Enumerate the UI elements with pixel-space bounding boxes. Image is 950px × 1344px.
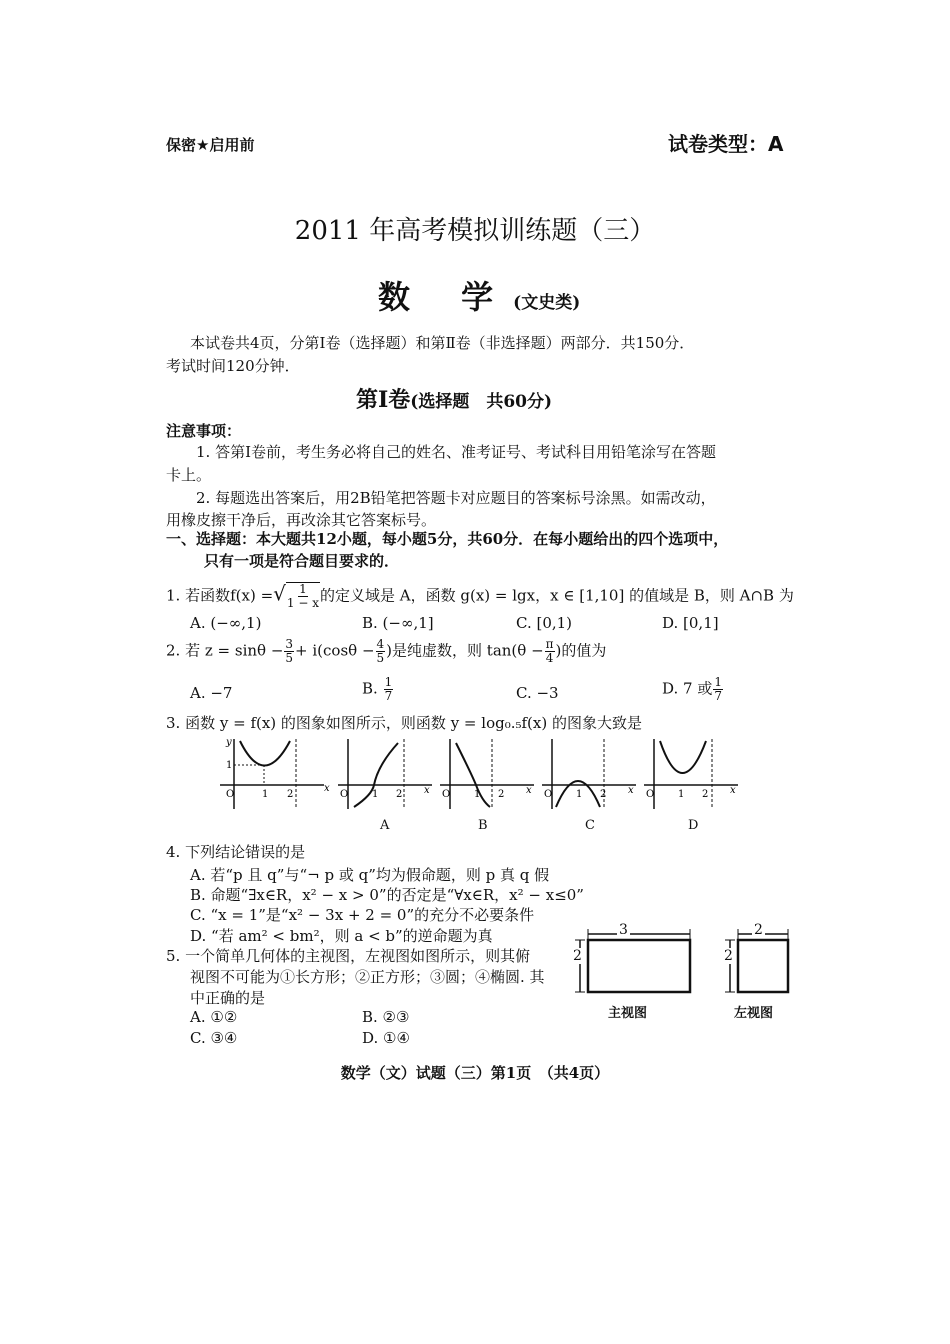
svg-text:2: 2 <box>287 789 294 800</box>
svg-text:O: O <box>646 789 655 800</box>
q3-graph-d <box>640 735 744 813</box>
question-1 <box>166 582 794 610</box>
svg-text:2: 2 <box>702 789 709 800</box>
front-view-label: 主视图 <box>608 1006 648 1021</box>
svg-text:O: O <box>340 789 349 800</box>
notice-item-1b: 卡上。 <box>166 466 212 484</box>
q2-f3-num: π <box>545 637 554 651</box>
svg-text:1: 1 <box>678 789 685 800</box>
svg-text:O: O <box>226 789 235 800</box>
q2-option-b <box>362 676 394 703</box>
q3-graph-c <box>538 735 642 813</box>
subject-name: 数 学 <box>378 278 514 316</box>
sqrt-icon: √ <box>273 581 286 606</box>
q2-s3: )是纯虚数，则 tan(θ − <box>386 641 544 660</box>
q3-label-d: D <box>688 818 699 833</box>
q2-f1-num: 3 <box>285 637 294 651</box>
svg-text:2: 2 <box>498 789 505 800</box>
svg-text:2: 2 <box>600 789 607 800</box>
svg-text:1: 1 <box>372 789 379 800</box>
svg-text:2: 2 <box>396 789 403 800</box>
q5-option-d: D. ①④ <box>362 1029 410 1047</box>
front-view-width: 3 <box>619 922 628 938</box>
side-view-height: 2 <box>724 948 733 964</box>
notice-item-1a: 1. 答第Ⅰ卷前，考生务必将自己的姓名、准考证号、考试科目用铅笔涂写在答题 <box>196 443 717 461</box>
q2-option-d-label: D. 7 或 <box>662 679 713 698</box>
front-view-height: 2 <box>573 948 582 964</box>
paper-type-label: 试卷类型：A <box>668 132 784 156</box>
q3-stem: 函数 y = f(x) 的图象如图所示，则函数 y = log₀.₅f(x) 的图象大致是 <box>185 714 642 732</box>
exam-title: 2011 年高考模拟训练题（三） <box>294 216 656 246</box>
q2-s2: + i(cosθ − <box>295 641 375 660</box>
part-1-line-1: 一、选择题：本大题共12小题，每小题5分，共60分．在每小题给出的四个选项中， <box>166 530 729 548</box>
q2-option-d <box>662 676 724 703</box>
q5-option-a: A. ①② <box>190 1008 238 1026</box>
page-footer: 数学（文）试题（三）第1页 （共4页） <box>340 1064 610 1082</box>
q3-graph-b <box>436 735 540 813</box>
side-view-label: 左视图 <box>734 1006 774 1021</box>
q1-number: 1. <box>166 586 181 605</box>
question-5 <box>166 947 530 965</box>
q1-frac-den: 1 − x <box>286 596 320 610</box>
q1-option-d: D. [0,1] <box>662 614 719 632</box>
q5-stem-3: 中正确的是 <box>190 989 266 1007</box>
q2-f3-den: 4 <box>545 651 554 665</box>
question-4 <box>166 843 305 861</box>
svg-text:x: x <box>628 785 634 796</box>
side-view-width: 2 <box>754 922 763 938</box>
q5-option-b: B. ②③ <box>362 1008 410 1026</box>
q5-option-c: C. ③④ <box>190 1029 238 1047</box>
notice-heading: 注意事项： <box>166 422 242 440</box>
question-3 <box>166 714 642 732</box>
q1-fx: f(x) = <box>230 586 274 605</box>
svg-text:x: x <box>324 783 330 794</box>
q3-given-graph <box>212 735 332 813</box>
notice-item-2b: 用橡皮擦干净后，再改涂其它答案标号。 <box>166 511 437 529</box>
q2-option-c: C. −3 <box>516 684 559 702</box>
q2-s4: )的值为 <box>555 641 607 660</box>
q4-stem: 下列结论错误的是 <box>185 843 306 861</box>
q2-optb-num: 1 <box>384 675 393 689</box>
q2-number: 2. <box>166 641 181 660</box>
q5-stem-2: 视图不可能为①长方形；②正方形；③圆；④椭圆. 其 <box>190 968 545 986</box>
q3-number: 3. <box>166 714 181 732</box>
q5-stem-1: 一个简单几何体的主视图，左视图如图所示，则其俯 <box>185 947 531 965</box>
svg-text:x: x <box>730 785 736 796</box>
svg-text:x: x <box>424 785 430 796</box>
q2-optd-num: 1 <box>714 675 722 689</box>
intro-line-1: 本试卷共4页，分第Ⅰ卷（选择题）和第Ⅱ卷（非选择题）两部分．共150分． <box>190 334 695 352</box>
section-1-heading <box>356 383 552 414</box>
q2-option-b-label: B. <box>362 679 378 698</box>
q1-stem-b: 的定义域是 A，函数 g(x) = lgx，x ∈ [1,10] 的值域是 B，则 A∩B 为 <box>320 586 794 605</box>
svg-text:y: y <box>226 737 232 748</box>
q2-optd-den: 7 <box>714 689 722 703</box>
subject-note: (文史类) <box>513 293 581 313</box>
question-2 <box>166 638 606 665</box>
confidential-label: 保密★启用前 <box>166 136 255 154</box>
svg-text:1: 1 <box>226 760 233 771</box>
q1-option-c: C. [0,1) <box>516 614 573 632</box>
svg-text:1: 1 <box>576 789 583 800</box>
q4-option-a: A. 若“p 且 q”与“¬ p 或 q”均为假命题，则 p 真 q 假 <box>190 866 550 884</box>
q2-option-a: A. −7 <box>190 684 233 702</box>
q3-label-c: C <box>585 818 595 833</box>
q1-option-a: A. (−∞,1) <box>190 614 262 632</box>
svg-text:x: x <box>526 785 532 796</box>
q2-f2-den: 5 <box>376 651 385 665</box>
svg-text:1: 1 <box>474 789 481 800</box>
svg-text:O: O <box>442 789 451 800</box>
q1-option-b: B. (−∞,1] <box>362 614 434 632</box>
q3-graph-a <box>334 735 438 813</box>
q4-number: 4. <box>166 843 181 861</box>
notice-item-2a: 2. 每题选出答案后，用2B铅笔把答题卡对应题目的答案标号涂黑。如需改动， <box>196 489 716 507</box>
subject-heading <box>378 272 580 318</box>
svg-text:O: O <box>544 789 553 800</box>
intro-line-2: 考试时间120分钟． <box>166 357 300 375</box>
q2-s1: 若 z = sinθ − <box>185 641 284 660</box>
q1-stem-a: 若函数 <box>185 586 231 605</box>
q5-number: 5. <box>166 947 181 965</box>
front-view-diagram <box>570 924 700 996</box>
q3-label-a: A <box>380 818 390 833</box>
q4-option-b: B. 命题“∃x∈R，x² − x > 0”的否定是“∀x∈R，x² − x≤0” <box>190 886 584 904</box>
q2-f2-num: 4 <box>376 637 385 651</box>
svg-text:1: 1 <box>262 789 269 800</box>
section-1-note: (选择题 共60分) <box>410 392 553 412</box>
section-1-title: 第Ⅰ卷 <box>356 387 411 413</box>
q2-f1-den: 5 <box>285 651 294 665</box>
q1-frac-num: 1 <box>299 582 307 596</box>
q4-option-d: D. “若 am² < bm²，则 a < b”的逆命题为真 <box>190 927 493 945</box>
part-1-line-2: 只有一项是符合题目要求的． <box>204 552 400 570</box>
q4-option-c: C. “x = 1”是“x² − 3x + 2 = 0”的充分不必要条件 <box>190 906 535 924</box>
q2-optb-den: 7 <box>384 689 393 703</box>
q3-label-b: B <box>478 818 488 833</box>
